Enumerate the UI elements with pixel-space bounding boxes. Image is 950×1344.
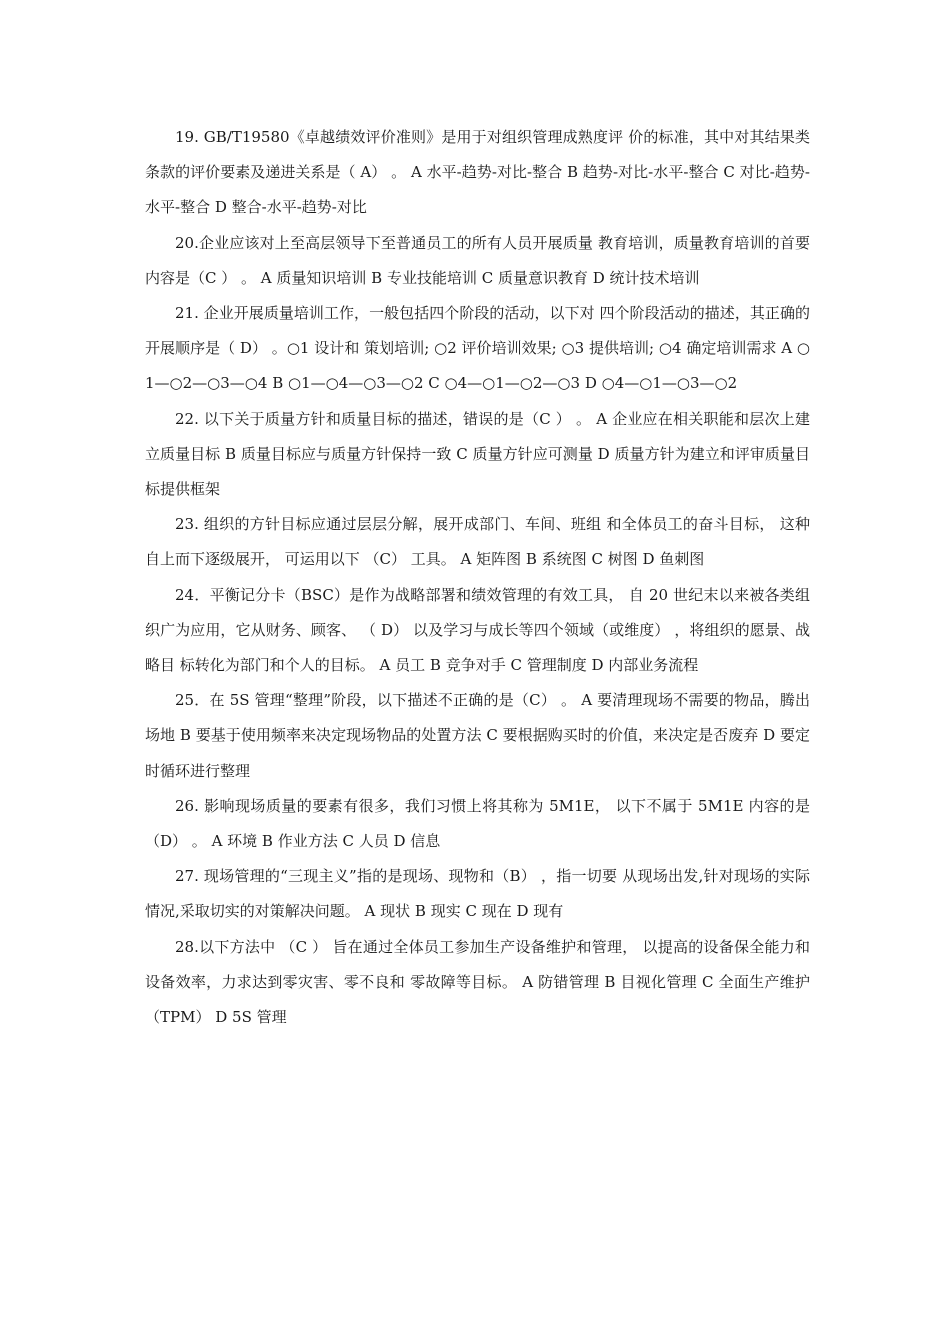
document-page [145,120,810,1035]
question-27: 27. 现场管理的“三现主义”指的是现场、现物和（B） ，指一切要 从现场出发,针对现场的实际情况,采取切实的对策解决问题。 A 现状 B 现实 C 现在 D 现有 [145,867,810,921]
question-21: 21. 企业开展质量培训工作，一般包括四个阶段的活动，以下对 四个阶段活动的描述，其正确的开展顺序是（ D） 。○1 设计和 策划培训; ○2 评价培训效果; ○3 提供培训; ○4 确定培训需求 A ○1—○2—○3—○4 B ○1—○4—○3—○2 C ○4—○1—○2—○3 D ○4—○1—○3—○2 [145,304,810,393]
question-20: 20.企业应该对上至高层领导下至普通员工的所有人员开展质量 教育培训，质量教育培训的首要内容是（C ） 。 A 质量知识培训 B 专业技能培训 C 质量意识教育 D 统计技术培训 [145,233,810,287]
question-28: 28.以下方法中 （C ） 旨在通过全体员工参加生产设备维护和管理， 以提高的设备保全能力和设备效率，力求达到零灾害、零不良和 零故障等目标。 A 防错管理 B 目视化管理 C 全面生产维护（TPM） D 5S 管理 [145,937,810,1027]
question-24: 24．平衡记分卡（BSC）是作为战略部署和绩效管理的有效工具， 自 20 世纪末以来被各类组织广为应用，它从财务、顾客、 （ D） 以及学习与成长等四个领域（或维度） ，将组织的愿景、战略目 标转化为部门和个人的目标。 A 员工 B 竞争对手 C 管理制度 D 内部业务流程 [145,585,810,675]
question-22: 22. 以下关于质量方针和质量目标的描述，错误的是（C ） 。 A 企业应在相关职能和层次上建立质量目标 B 质量目标应与质量方针保持一致 C 质量方针应可测量 D 质量方针为建立和评审质量目标提供框架 [145,409,810,499]
question-26: 26. 影响现场质量的要素有很多，我们习惯上将其称为 5M1E， 以下不属于 5M1E 内容的是（D） 。 A 环境 B 作业方法 C 人员 D 信息 [145,796,810,851]
question-19: 19. GB/T19580《卓越绩效评价准则》是用于对组织管理成熟度评 价的标准，其中对其结果类条款的评价要素及递进关系是（ A） 。 A 水平-趋势-对比-整合 B 趋势-对比-水平-整合 C 对比-趋势-水平-整合 D 整合-水平-趋势-对比 [145,128,810,217]
question-23: 23. 组织的方针目标应通过层层分解，展开成部门、车间、班组 和全体员工的奋斗目标， 这种自上而下逐级展开， 可运用以下 （C） 工具。 A 矩阵图 B 系统图 C 树图 D 鱼刺图 [145,515,810,569]
question-25: 25．在 5S 管理“整理”阶段，以下描述不正确的是（C） 。 A 要清理现场不需要的物品，腾出场地 B 要基于使用频率来决定现场物品的处置方法 C 要根据购买时的价值，来决定是否废弃 D 要定时循环进行整理 [145,691,810,780]
